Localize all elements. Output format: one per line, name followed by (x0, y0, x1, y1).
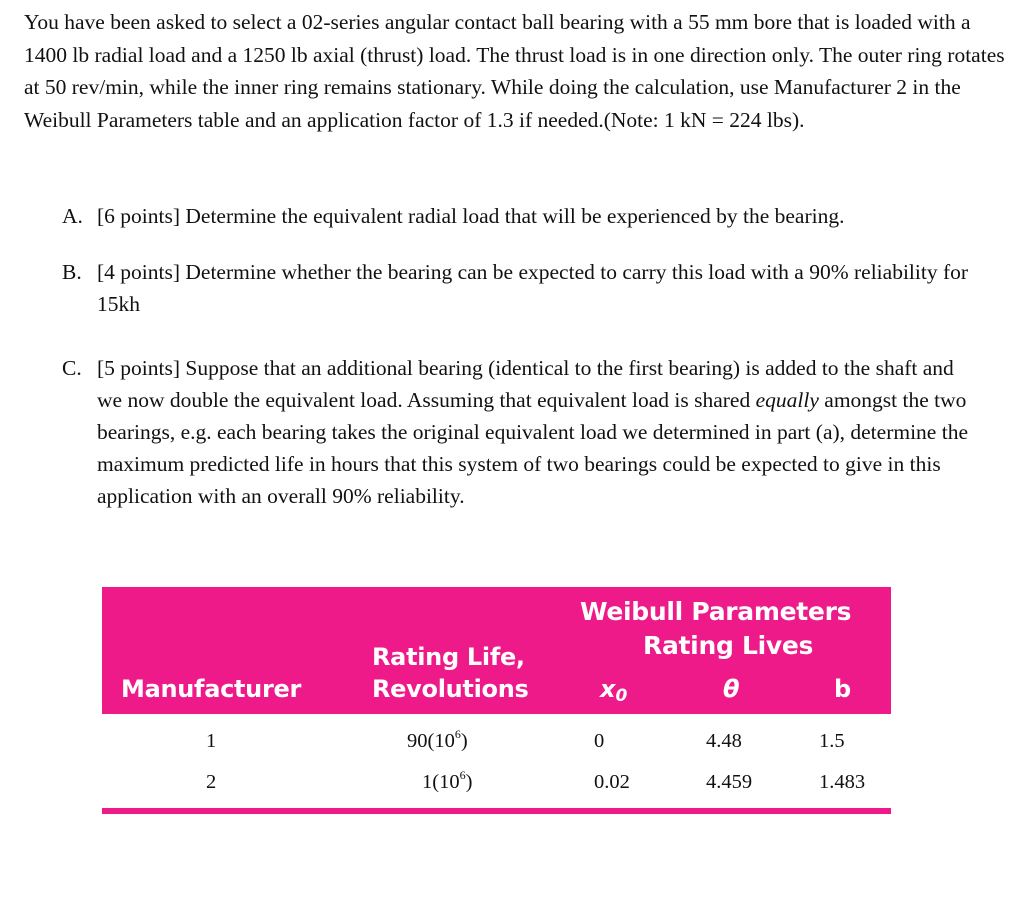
question-c-text-before: [5 points] Suppose that an additional bearing (identical to the first bearing) is added to the shaft and we now double the equivalent load. Assuming that equivalent load is shared (97, 356, 954, 412)
theta-cell: 4.459 (706, 771, 753, 793)
weibull-parameters-table (102, 587, 891, 714)
question-c-text-after: amongst the two bearings, e.g. each bearing takes the original equivalent load we determined in part (a), determine the maximum predicted life in hours that this system of two bearings could be expected to give in this application with an overall 90% reliability. (97, 388, 968, 508)
table-row (102, 768, 891, 801)
x0-cell: 0.02 (594, 771, 630, 793)
manufacturer-column-header: Manufacturer (121, 675, 302, 703)
rating-life-exponent: 6 (454, 727, 461, 741)
rating-life-cell (407, 727, 468, 753)
table-bottom-rule (102, 808, 891, 814)
rating-life-base: 90(10 (407, 730, 455, 752)
rating-life-base: 1(10 (422, 771, 460, 793)
theta-column-header: θ (723, 675, 740, 703)
b-column-header: b (834, 675, 852, 703)
rating-lives-heading: Rating Lives (643, 631, 814, 660)
question-b-letter: B. (62, 260, 82, 284)
rating-life-header-line1: Rating Life, (372, 643, 525, 671)
table-row (102, 727, 891, 760)
rating-life-close: ) (465, 771, 473, 793)
x0-column-header: x0 (600, 675, 628, 706)
question-c-letter: C. (62, 356, 82, 380)
problem-statement: You have been asked to select a 02-series angular contact ball bearing with a 55 mm bore that is loaded with a 1400 lb radial load and a 1250 lb axial (thrust) load. The thrust load is in one direction only. The outer ring rotates at 50 rev/min, while the inner ring remains stationary. While doing the calculation, use Manufacturer 2 in the Weibull Parameters table and an application factor of 1.3 if needed.(Note: 1 kN = 224 lbs). (24, 10, 1005, 132)
theta-cell: 4.48 (706, 730, 742, 752)
question-c-text (97, 352, 982, 512)
question-c (62, 352, 982, 512)
question-a (62, 200, 982, 232)
question-c-emphasis: equally (755, 388, 819, 412)
b-cell: 1.5 (819, 730, 845, 752)
manufacturer-cell: 1 (206, 730, 217, 752)
question-b-text: [4 points] Determine whether the bearing can be expected to carry this load with a 90% reliability for 15kh (97, 260, 969, 316)
rating-life-cell (422, 768, 473, 794)
manufacturer-cell: 2 (206, 771, 217, 793)
rating-life-header-line2: Revolutions (372, 675, 529, 703)
rating-life-exponent: 6 (459, 768, 466, 782)
rating-life-close: ) (460, 730, 468, 752)
question-a-letter: A. (62, 204, 83, 228)
rating-life-column-header (372, 641, 528, 705)
x0-cell: 0 (594, 730, 605, 752)
b-cell: 1.483 (819, 771, 866, 793)
table-header (102, 587, 891, 714)
question-a-text: [6 points] Determine the equivalent radial load that will be experienced by the bearing. (97, 204, 845, 228)
weibull-parameters-heading: Weibull Parameters (580, 597, 852, 626)
question-b (62, 256, 982, 320)
